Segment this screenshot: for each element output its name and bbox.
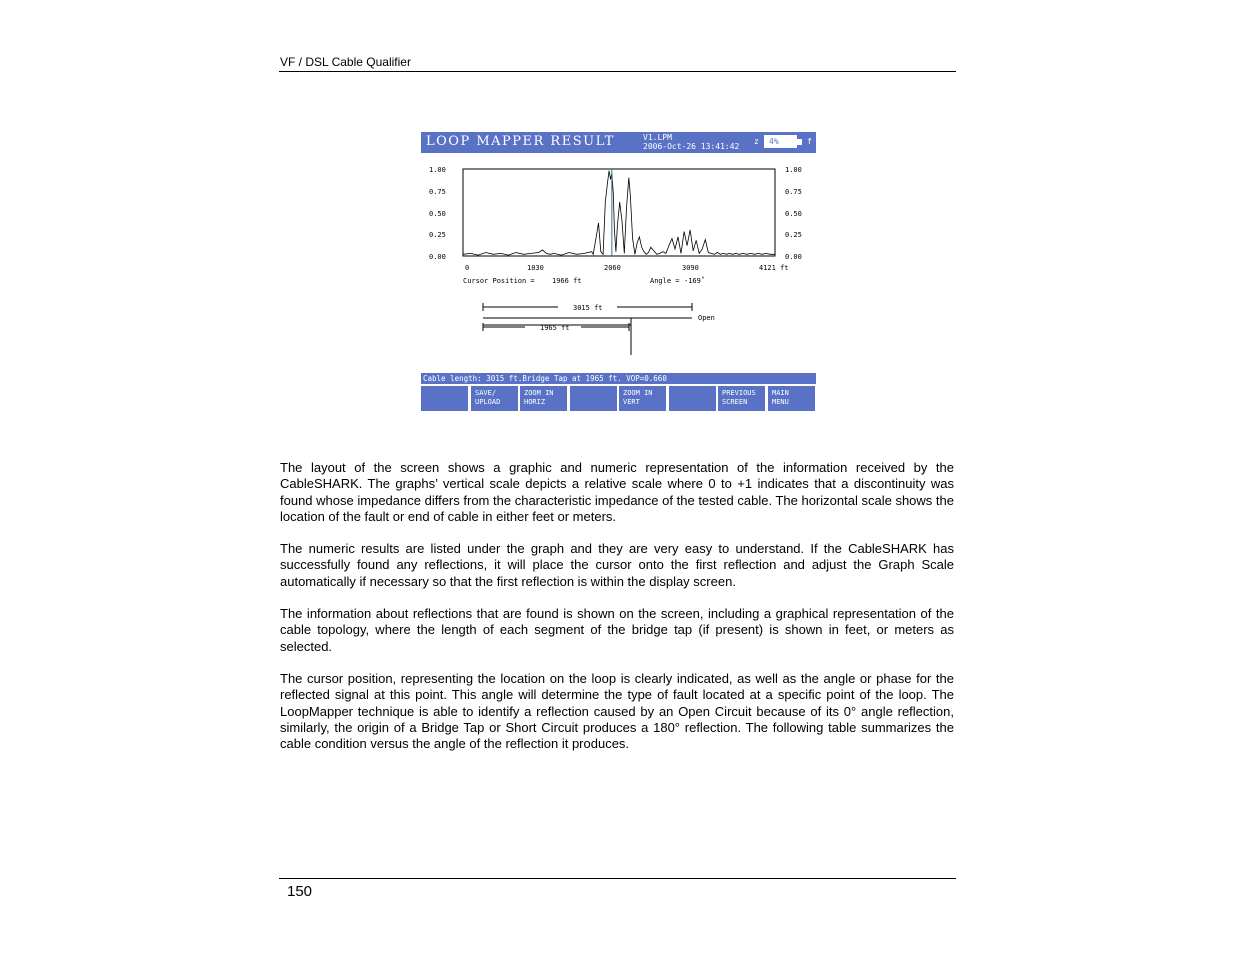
- x-tick: 0: [465, 264, 470, 272]
- tap-position-label: 1965 ft: [540, 324, 570, 332]
- angle-label: Angle =: [650, 277, 680, 285]
- paragraph-reflections-info: The information about reflections that are found is shown on the screen, including a graphical representation of the cable topology, where the length of each segment of the bridge tap (if present) is shown in feet, or meters as selected.: [280, 606, 954, 654]
- page-number: 150: [287, 883, 313, 900]
- filter-label: f: [807, 137, 812, 146]
- loop-mapper-graph: [421, 153, 816, 373]
- x-tick: 4121 ft: [759, 264, 789, 272]
- y-tick-right: 0.25: [785, 231, 802, 239]
- paragraph-numeric-results: The numeric results are listed under the graph and they are very easy to understand. If the CableSHARK has successfully found any reflections, it will place the cursor onto the first reflection and adjust the Graph Scale automatically if necessary so that the first reflection is within the display screen.: [280, 541, 954, 589]
- softkey-6[interactable]: [669, 386, 716, 411]
- loop-mapper-screenshot: [421, 132, 816, 412]
- y-tick-left: 0.25: [429, 231, 446, 239]
- previous-screen-softkey[interactable]: PREVIOUS SCREEN: [718, 386, 765, 411]
- screen-datetime: 2006-Oct-26 13:41:42: [643, 142, 740, 151]
- screen-title-bar: [421, 132, 816, 153]
- x-tick: 3090: [682, 264, 699, 272]
- screen-title: LOOP MAPPER RESULT: [426, 134, 615, 149]
- footer-divider: [279, 878, 956, 879]
- softkey-bar: [421, 386, 816, 412]
- y-tick-right: 1.00: [785, 166, 802, 174]
- paragraph-cursor-position: The cursor position, representing the location on the loop is clearly indicated, as well as the angle or phase for the reflected signal at this point. This angle will determine the type of fault located at a specific point of the loop. The LoopMapper technique is able to identify a reflection caused by an Open Circuit because of its 0° angle reflection, similarly, the origin of a Bridge Tap or Short Circuit produces a 180° reflection. The following table summarizes the cable condition versus the angle of the reflection it produces.: [280, 671, 954, 752]
- softkey-1[interactable]: [421, 386, 468, 411]
- zoom-in-horiz-softkey[interactable]: ZOOM IN HORIZ: [520, 386, 567, 411]
- zoom-slider-handle[interactable]: [797, 139, 802, 145]
- header-divider: [279, 71, 956, 72]
- reflection-trace: [463, 171, 775, 255]
- paragraph-screen-layout: The layout of the screen shows a graphic and numeric representation of the information received by the CableSHARK. The graphs’ vertical scale depicts a relative scale where 0 to +1 indicates that a discontinuity was found whose impedance differs from the characteristic impedance of the tested cable. The horizontal scale shows the location of the fault or end of cable in either feet or meters.: [280, 460, 954, 524]
- y-tick-left: 0.75: [429, 188, 446, 196]
- y-tick-left: 1.00: [429, 166, 446, 174]
- y-tick-right: 0.75: [785, 188, 802, 196]
- screen-status-bar: Cable length: 3015 ft.Bridge Tap at 1965 ft. VOP=0.660: [421, 373, 816, 384]
- save-upload-softkey[interactable]: SAVE/ UPLOAD: [471, 386, 518, 411]
- plot-layer: [463, 169, 775, 256]
- cursor-position-value: 1966 ft: [552, 277, 582, 285]
- zoom-label: z: [754, 137, 759, 146]
- y-tick-left: 0.00: [429, 253, 446, 261]
- header-title: VF / DSL Cable Qualifier: [280, 55, 411, 69]
- softkey-4[interactable]: [570, 386, 617, 411]
- y-tick-left: 0.50: [429, 210, 446, 218]
- zoom-value-box[interactable]: 4%: [764, 135, 797, 148]
- zoom-in-vert-softkey[interactable]: ZOOM IN VERT: [619, 386, 666, 411]
- x-tick: 2060: [604, 264, 621, 272]
- main-menu-softkey[interactable]: MAIN MENU: [768, 386, 815, 411]
- angle-value: -169˚: [684, 277, 706, 285]
- total-length-label: 3015 ft: [573, 304, 603, 312]
- cable-end-label: Open: [698, 314, 715, 322]
- cursor-position-label: Cursor Position =: [463, 277, 535, 285]
- y-tick-right: 0.50: [785, 210, 802, 218]
- x-tick: 1030: [527, 264, 544, 272]
- y-tick-right: 0.00: [785, 253, 802, 261]
- screen-file-name: V1.LPM: [643, 133, 672, 142]
